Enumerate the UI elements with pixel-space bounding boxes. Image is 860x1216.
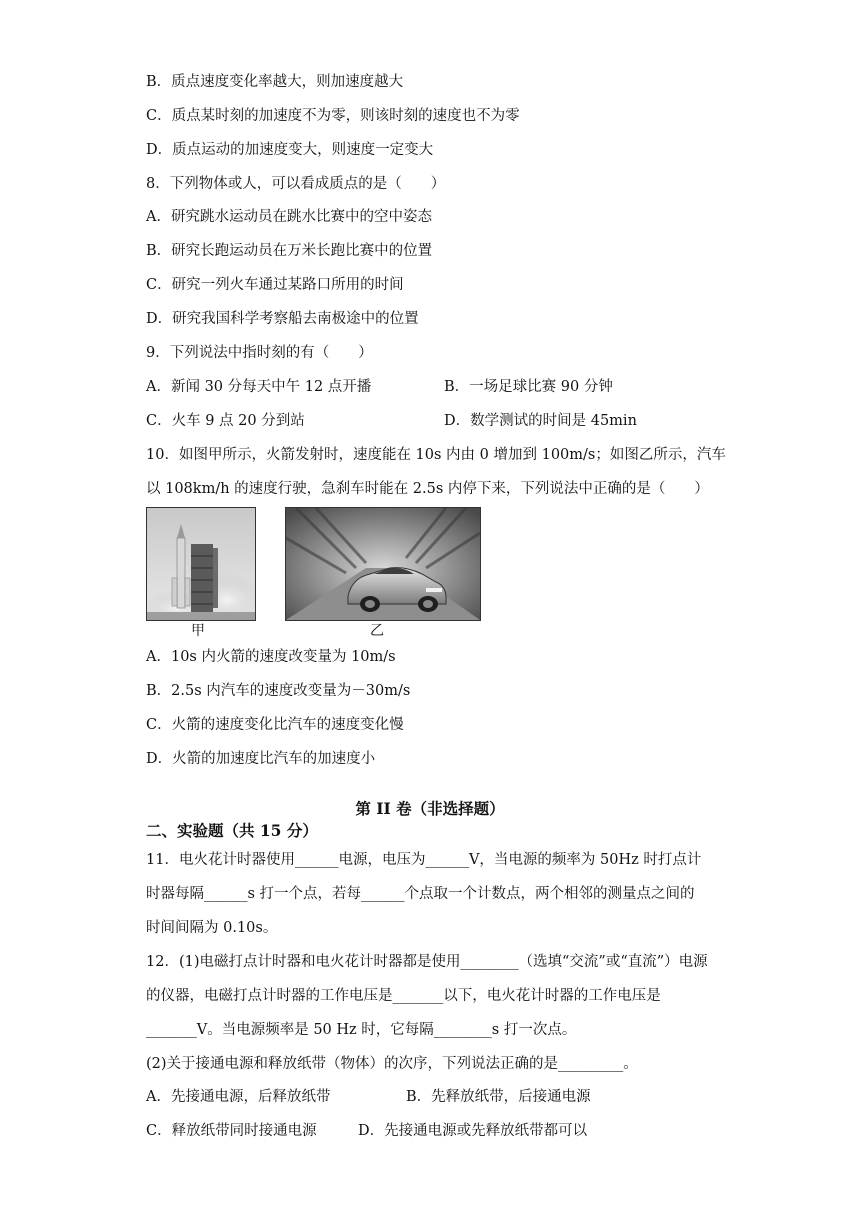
q8-stem: 8．下列物体或人，可以看成质点的是（ ）	[146, 176, 446, 192]
q9-option-c: C．火车 9 点 20 分到站	[146, 413, 305, 429]
q12-line4: (2)关于接通电源和释放纸带（物体）的次序，下列说法正确的是_________。	[146, 1056, 638, 1072]
q10-option-a: A．10s 内火箭的速度改变量为 10m/s	[146, 649, 396, 665]
figure-caption-jia: 甲	[191, 623, 205, 639]
q9-option-d: D．数学测试的时间是 45min	[444, 413, 637, 429]
q10-stem-line2: 以 108km/h 的速度行驶，急刹车时能在 2.5s 内停下来，下列说法中正确的是（ ）	[146, 481, 709, 497]
figure-caption-yi: 乙	[370, 623, 384, 639]
q12-line2: 的仪器，电磁打点计时器的工作电压是_______以下，电火花计时器的工作电压是	[146, 988, 661, 1004]
q11-line1: 11．电火花计时器使用______电源，电压为______V，当电源的频率为 50Hz 时打点计	[146, 852, 702, 868]
q10-option-b: B．2.5s 内汽车的速度改变量为－30m/s	[146, 683, 411, 699]
q10-stem-line1: 10．如图甲所示，火箭发射时，速度能在 10s 内由 0 增加到 100m/s；如图乙所示，汽车	[146, 447, 726, 463]
q11-line2: 时器每隔______s 打一个点，若每______个点取一个计数点，两个相邻的测量点之间的	[146, 886, 695, 902]
q10-option-c: C．火箭的速度变化比汽车的速度变化慢	[146, 717, 404, 733]
q7-option-c: C．质点某时刻的加速度不为零，则该时刻的速度也不为零	[146, 108, 520, 124]
q9-stem: 9．下列说法中指时刻的有（ ）	[146, 345, 373, 361]
q9-option-b: B．一场足球比赛 90 分钟	[444, 379, 613, 395]
q10-option-d: D．火箭的加速度比汽车的加速度小	[146, 751, 376, 767]
q12-line3: _______V。当电源频率是 50 Hz 时，它每隔________s 打一次点。	[146, 1022, 577, 1038]
q8-option-d: D．研究我国科学考察船去南极途中的位置	[146, 311, 419, 327]
q12-option-d: D．先接通电源或先释放纸带都可以	[358, 1123, 588, 1139]
q12-line1: 12．(1)电磁打点计时器和电火花计时器都是使用________（选填“交流”或“直流”）电源	[146, 954, 708, 970]
q12-option-b: B．先释放纸带，后接通电源	[406, 1089, 591, 1105]
q12-option-c: C．释放纸带同时接通电源	[146, 1123, 317, 1139]
q11-line3: 时间间隔为 0.10s。	[146, 920, 278, 936]
section-title: 第 II 卷（非选择题）	[355, 799, 505, 818]
q7-option-b: B．质点速度变化率越大，则加速度越大	[146, 74, 404, 90]
q8-option-b: B．研究长跑运动员在万米长跑比赛中的位置	[146, 243, 433, 259]
q7-option-d: D．质点运动的加速度变大，则速度一定变大	[146, 142, 434, 158]
q12-option-a: A．先接通电源，后释放纸带	[146, 1089, 331, 1105]
rocket-launch-image	[146, 507, 256, 621]
q8-option-a: A．研究跳水运动员在跳水比赛中的空中姿态	[146, 209, 432, 225]
section-heading: 二、实验题（共 15 分）	[146, 821, 318, 840]
car-braking-image	[285, 507, 481, 621]
q8-option-c: C．研究一列火车通过某路口所用的时间	[146, 277, 404, 293]
q9-option-a: A．新闻 30 分每天中午 12 点开播	[146, 379, 372, 395]
